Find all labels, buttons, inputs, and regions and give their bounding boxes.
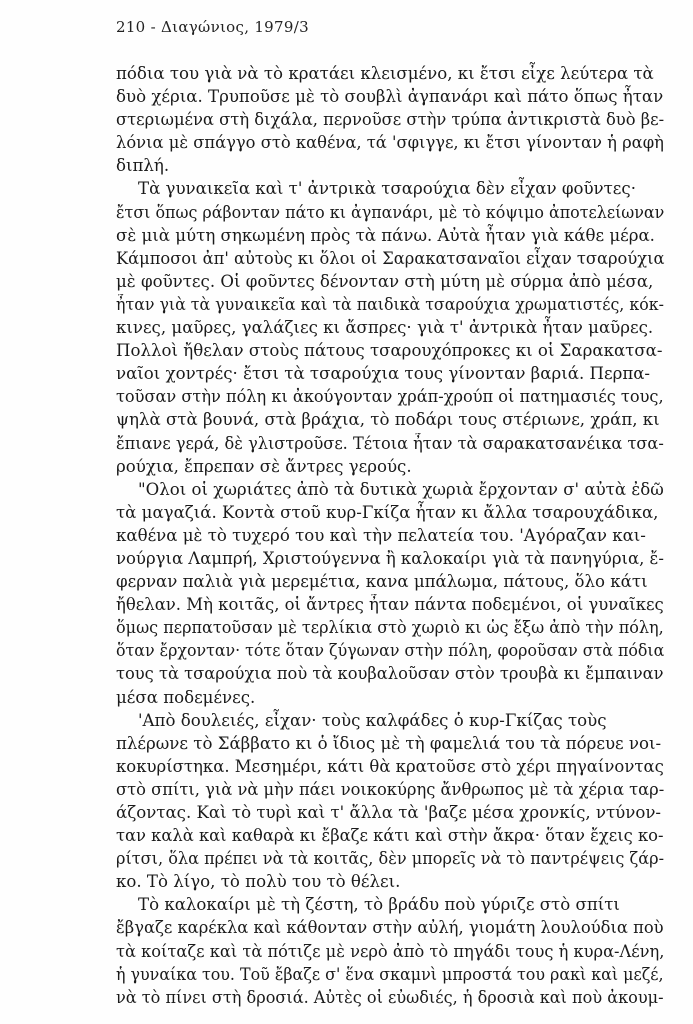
text-line: νούργια Λαμπρή, Χριστούγεννα ἢ καλοκαίρι γιὰ τὰ πανηγύρια, ἔ-: [116, 548, 664, 568]
text-line: κινες, μαῦρες, γαλάζιες κι ἄσπρες· γιὰ τ' ἀντρικὰ ἦταν μαῦρες.: [116, 318, 654, 338]
text-line: τους τὰ τσαρούχια ποὺ τὰ κουβαλοῦσαν στὸν τρουβὰ κι ἔμπαιναν: [116, 664, 664, 684]
text-line: τὰ κοίταζε καὶ τὰ πότιζε μὲ νερὸ ἀπὸ τὸ πηγάδι τους ἡ κυρα-Λένη,: [116, 941, 665, 961]
text-line: κο. Τὸ λίγο, τὸ πολὺ του τὸ θέλει.: [116, 872, 401, 892]
body-text: [116, 62, 664, 1009]
text-line: καθένα μὲ τὸ τυχερό του καὶ τὴν πελατεία του. 'Αγόραζαν και-: [116, 525, 646, 545]
text-line: στεριωμένα στὴ διχάλα, περνοῦσε στὴν τρύπα ἀντικριστὰ δυὸ βε-: [116, 110, 665, 130]
paragraph-first-line: 'Απὸ δουλειές, εἶχαν· τοὺς καλφάδες ὁ κυρ-Γκίζας τοὺς: [138, 710, 607, 730]
text-line: ἔβγαζε καρέκλα καὶ κάθονταν στὴν αὐλή, γιομάτη λουλούδια ποὺ: [116, 918, 664, 938]
paragraph-first-line: Τὰ γυναικεῖα καὶ τ' ἀντρικὰ τσαρούχια δὲν εἶχαν φοῦντες·: [138, 179, 636, 199]
text-line: ἤθελαν. Μὴ κοιτᾶς, οἱ ἄντρες ἦταν πάντα ποδεμένοι, οἱ γυναῖκες: [116, 595, 664, 615]
text-line: ναῖοι χοντρές· ἔτσι τὰ τσαρούχια τους γίνονταν βαριά. Περπα-: [116, 364, 651, 384]
text-line: λόνια μὲ σπάγγο στὸ καθένα, τά 'σφιγγε, κι ἔτσι γίνονταν ἡ ραφὴ: [116, 133, 664, 153]
text-line: πλέρωνε τὸ Σάββατο κι ὁ ἴδιος μὲ τὴ φαμελιά του τὰ πόρευε νοι-: [116, 733, 662, 753]
text-line: στὸ σπίτι, γιὰ νὰ μὴν πάει νοικοκύρης ἄνθρωπος μὲ τὰ χέρια ταρ-: [116, 779, 665, 799]
text-line: ρούχια, ἔπρεπαν σὲ ἄντρες γερούς.: [116, 456, 412, 476]
text-line: πόδια του γιὰ νὰ τὸ κρατάει κλεισμένο, κι ἔτσι εἶχε λεύτερα τὰ: [116, 64, 654, 83]
text-line: ἔπιανε γερά, δὲ γλιστροῦσε. Τέτοια ἦταν τὰ σαρακατσανέικα τσα-: [116, 433, 664, 453]
text-line: τὰ μαγαζιά. Κοντὰ στοῦ κυρ-Γκίζα ἦταν κι ἄλλα τσαρουχάδικα,: [116, 502, 659, 522]
text-line: ὅμως περπατοῦσαν μὲ τερλίκια στὸ χωριὸ κι ὡς ἔξω ἀπὸ τὴν πόλη,: [116, 618, 664, 638]
text-line: ἔτσι ὅπως ράβονταν πάτο κι ἀγπανάρι, μὲ τὸ κόψιμο ἀποτελείωναν: [116, 202, 665, 222]
paragraph-first-line: Τὸ καλοκαίρι μὲ τὴ ζέστη, τὸ βράδυ ποὺ γύριζε στὸ σπίτι: [138, 895, 620, 915]
text-line: άζοντας. Καὶ τὸ τυρὶ καὶ τ' ἄλλα τὰ 'βαζε μέσα χρονκίς, ντύνον-: [116, 803, 662, 822]
text-line: Κάμποσοι ἀπ' αὐτοὺς κι ὅλοι οἱ Σαρακατσαναῖοι εἶχαν τσαρούχια: [116, 248, 665, 268]
text-line: ἡ γυναίκα του. Τοῦ ἔβαζε σ' ἕνα σκαμνὶ μπροστά του ρακὶ καὶ μεζέ,: [116, 964, 664, 984]
text-line: ὅταν ἔρχονταν· τότε ὅταν ζύγωναν στὴν πόλη, φοροῦσαν στὰ πόδια: [116, 641, 665, 661]
paragraph-first-line: "Ολοι οἱ χωριάτες ἀπὸ τὰ δυτικὰ χωριὰ ἔρχονταν σ' αὐτὰ ἐδῶ: [138, 479, 664, 499]
text-line: μὲ φοῦντες. Οἱ φοῦντες δένονταν στὴ μύτη μὲ σύρμα ἀπὸ μέσα,: [116, 271, 654, 291]
text-line: ρίτσι, ὅλα πρέπει νὰ τὰ κοιτᾶς, δὲν μπορεῖς νὰ τὸ παντρέψεις ζάρ-: [116, 849, 665, 869]
text-line: ἦταν γιὰ τὰ γυναικεῖα καὶ τὰ παιδικὰ τσαρούχια χρωματιστές, κόκ-: [116, 294, 664, 314]
text-line: μέσα ποδεμένες.: [116, 687, 256, 707]
text-line: κοκυρίστηκα. Μεσημέρι, κάτι θὰ κρατοῦσε στὸ χέρι πηγαίνοντας: [116, 756, 664, 776]
text-line: ψηλὰ στὰ βουνά, στὰ βράχια, τὸ ποδάρι τους στέριωνε, χράπ, κι: [116, 410, 660, 430]
text-line: σὲ μιὰ μύτη σηκωμένη πρὸς τὰ πάνω. Αὐτὰ ἦταν γιὰ κάθε μέρα.: [116, 225, 655, 245]
text-line: Πολλοὶ ἤθελαν στοὺς πάτους τσαρουχόπροκες κι οἱ Σαρακατσα-: [116, 341, 663, 361]
text-line: τοῦσαν στὴν πόλη κι ἀκούγονταν χράπ-χρούπ οἱ πατημασιές τους,: [116, 387, 664, 407]
text-line: φερναν παλιὰ γιὰ μερεμέτια, κανα μπάλωμα, πάτους, ὅλο κάτι: [116, 572, 648, 592]
text-line: δυὸ χέρια. Τρυποῦσε μὲ τὸ σουβλὶ ἀγπανάρι καὶ πάτο ὅπως ἦταν: [116, 87, 664, 107]
text-line: διπλή.: [116, 156, 170, 176]
text-line: νὰ τὸ πίνει στὴ δροσιά. Αὐτὲς οἱ εὐωδιές, ἡ δροσιὰ καὶ ποὺ ἀκουμ-: [116, 987, 664, 1007]
running-header: 210 - Διαγώνιος, 1979/3: [116, 18, 309, 36]
text-line: ταν καλὰ καὶ καθαρὰ κι ἔβαζε κάτι καὶ στὴν ἄκρα· ὅταν ἔχεις κο-: [116, 826, 664, 846]
